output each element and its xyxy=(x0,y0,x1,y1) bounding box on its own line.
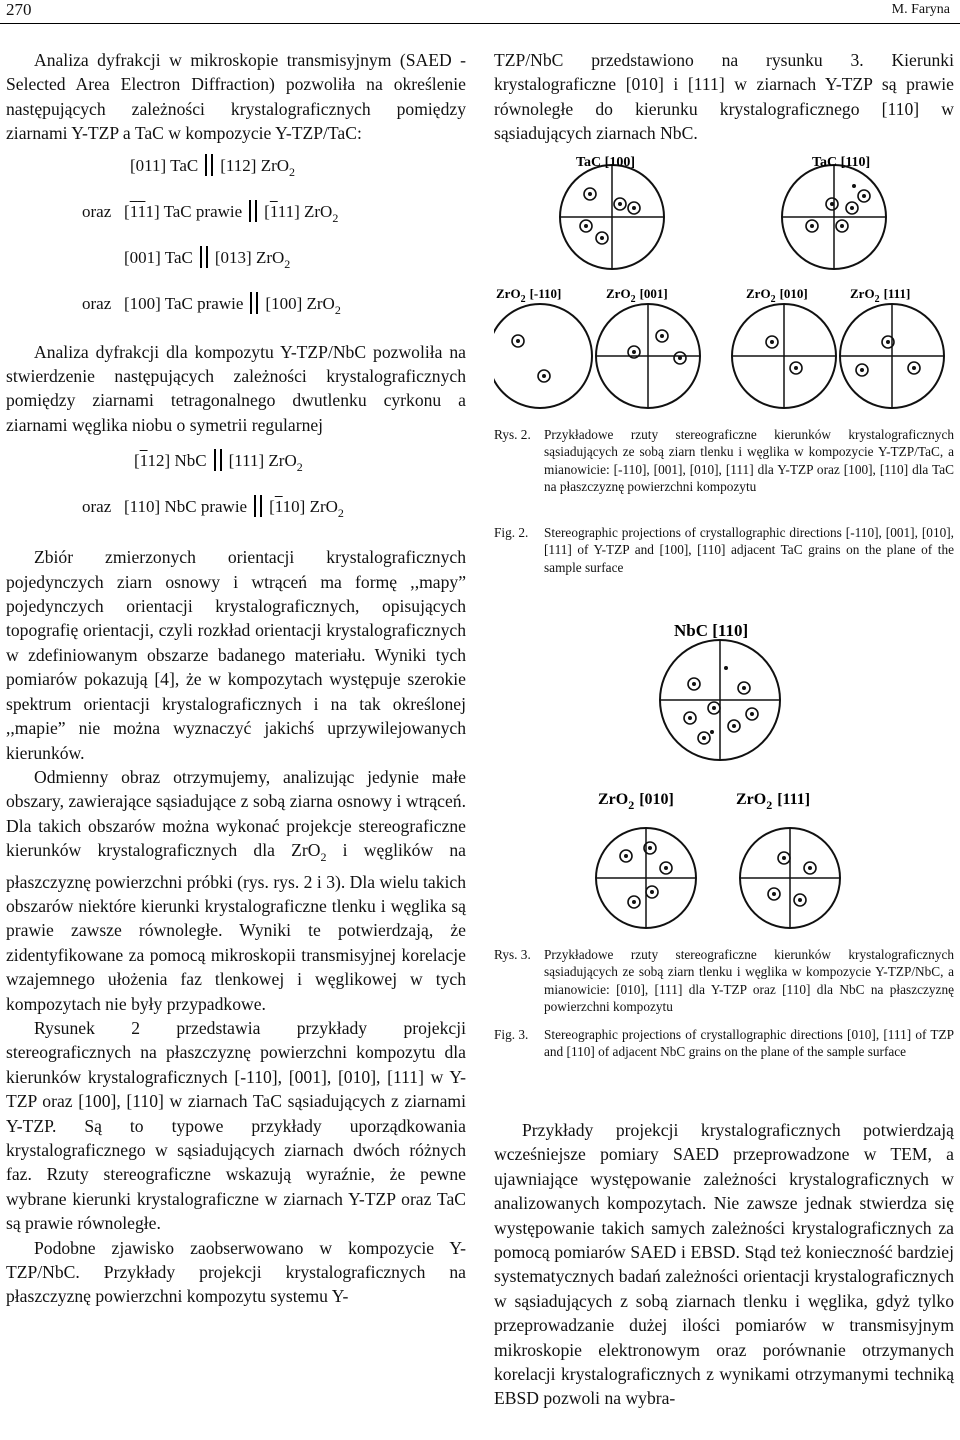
figure-2-caption-pl: Rys. 2. Przykładowe rzuty stereograficzne kierunków krystalograficznych sąsiadujących ze sobą ziarn tlenku i węglika w kompozycie Y-TZP/TaC, a mianowicie: [-110], [001], [010], [111] dla Y-TZP oraz [100], [110] dla TaC na płaszczyznę powierzchni kompozytu xyxy=(494,427,954,494)
paragraph-orientation-map: Zbiór zmierzonych orientacji krystalograficznych pojedynczych ziarn osnowy i wtrąceń ma formę ,,mapy” pojedynczych orientacji krystalograficznych, opisujących topografię orientacji, czyli rozkład orientacji krystalograficznych w zdefiniowanym obszarze badanego materiału. Wyniki tych pomiarów pokazują [4], że w kompozytach występuje szerokie spektrum orientacji krystalograficznych i na tak określonej ,,mapie” nie można wyznaczyć jakichś uprzywilejowanych kierunków. xyxy=(6,547,466,763)
figure-3-caption-en: Fig. 3. Stereographic projections of crystallographic directions [010], [111] of TZP and [110] of adjacent NbC grains on the plane of the sample surface xyxy=(494,1027,954,1060)
label-zro2-010: ZrO$_2$ [010] xyxy=(746,286,808,305)
paragraph-saed-nbc: Analiza dyfrakcji dla kompozytu Y-TZP/NbC pozwoliła na stwierdzenie następujących zależności krystalograficznych pomiędzy ziarnami tetragonalnego dwutlenku cyrkonu a ziarnami węglika niobu o symetrii regularnej xyxy=(6,341,466,435)
relation-2: oraz [111] TaC prawie [111] ZrO$_2$ xyxy=(82,201,339,225)
page-number: 270 xyxy=(6,0,32,19)
page-header xyxy=(0,0,960,26)
paragraph-nbc-observation: Podobne zjawisko zaobserwowano w kompozycie Y-TZP/NbC. Przykłady projekcji krystalograficznych na płaszczyznę powierzchni kompozytu systemu Y- xyxy=(6,1237,466,1307)
paragraph-nbc-directions: TZP/NbC przedstawiono na rysunku 3. Kierunki krystalograficzne [010] i [111] w ziarnach Y-TZP są prawie równoległe do kierunku krystalograficznego [110] w sąsiadujących ziarnach NbC. xyxy=(494,50,954,144)
relation-1: [011] TaC [112] ZrO$_2$ xyxy=(130,155,296,179)
right-column-intro xyxy=(494,48,954,146)
left-column xyxy=(6,48,466,1309)
paragraph-small-areas: Odmienny obraz otrzymujemy, analizując jedynie małe obszary, zawierające sąsiadujące z sobą ziarna osnowy i wtrąceń. Dla takich obszarów można wykonać projekcje stereograficzne kierunków krystalograficznych dla ZrO$_2$ i węglików na płaszczyznę powierzchni próbki (rys. rys. 2 i 3). Dla wielu takich obszarów niektóre kierunki krystalograficzne tlenku i węglika są prawie zawsze równoległe. Wyniki te potwierdzają, że zidentyfikowane za pomocą mikroskopii transmisyjnej korelacje wzajemnego ułożenia faz tlenkowej i węglikowej w tych kompozytach nie były przypadkowe. xyxy=(6,766,466,1014)
label-zro2-111: ZrO$_2$ [111] xyxy=(850,286,911,305)
equations-tac xyxy=(6,146,466,374)
paragraph-conclusion: Przykłady projekcji krystalograficznych potwierdzają wcześniejsze pomiary SAED przeprowadzone w TEM, a ujawniające występowanie zależności krystalograficznych w analizowanych kompozytach. Nie zawsze jednak stwierdza się występowanie takich samych zależności krystalograficznych za pomocą pomiarów SAED i EBSD. Stąd też konieczność bardziej systematycznych badań zależności orientacji krystalograficznych w sąsiadujących z sobą ziarnach tlenku i węglika, gdyż tylko przeprowadzanie dużej ilości pomiarów w transmisyjnym mikroskopie elektronowym oraz porównanie otrzymanych korelacji krystalograficznych z wynikami otrzymanymi techniką EBSD pozwoli na wybra- xyxy=(494,1120,954,1409)
right-column-conclusion xyxy=(494,1118,954,1411)
relation-4: oraz [100] TaC prawie [100] ZrO$_2$ xyxy=(82,293,341,317)
label-nbc-110: NbC [110] xyxy=(674,621,749,640)
relation-6: oraz [110] NbC prawie [110] ZrO$_2$ xyxy=(82,497,344,521)
figure-3-caption-pl: Rys. 3. Przykładowe rzuty stereograficzne kierunków krystalograficznych sąsiadujących ze sobą ziarn tlenku i węglika w kompozycie Y-TZP/NbC, a mianowicie: [010], [111] dla Y-TZP oraz [110] dla NbC na płaszczyznę powierzchni kompozytu xyxy=(494,947,954,1014)
zro2-m110-projection xyxy=(494,304,592,408)
paragraph-saed-tac: Analiza dyfrakcji w mikroskopie transmisyjnym (SAED - Selected Area Electron Diffraction) pozwoliła na określenie następujących zależności krystalograficznych pomiędzy ziarnami Y-TZP a TaC w kompozycie Y-TZP/TaC: xyxy=(6,50,466,144)
figure-2-stereographic-projections xyxy=(494,146,954,418)
label-tac-100: TaC [100] xyxy=(576,155,635,170)
label-zro2-111-fig3: ZrO$_2$ [111] xyxy=(736,791,811,812)
label-tac-110: TaC [110] xyxy=(812,155,871,170)
figure-3-stereographic-projections xyxy=(594,618,854,932)
figure-2-caption-en: Fig. 2. Stereographic projections of crystallographic directions [-110], [001], [010], [111] of Y-TZP and [100], [110] adjacent TaC grains on the plane of the sample surface xyxy=(494,525,954,575)
running-author: M. Faryna xyxy=(891,2,950,17)
paragraph-figure-2-description: Rysunek 2 przedstawia przykłady projekcji stereograficznych na płaszczyznę powierzchni kompozytu dla kierunków krystalograficznych [-110], [001], [010], [111] w Y-TZP oraz [100], [110] w ziarnach TaC sąsiadujących z ziarnami Y-TZP. Są to typowe przykłady uporządkowania krystalograficznego w sąsiadujących ziarnach dwóch różnych faz. Rzuty stereograficzne wskazują wyraźnie, że pewne wybrane kierunki krystalograficzne w ziarnach Y-TZP oraz TaC są prawie równoległe. xyxy=(6,1017,466,1234)
header-rule xyxy=(0,23,960,24)
relation-5: [112] NbC [111] ZrO$_2$ xyxy=(134,451,303,475)
label-zro2-001: ZrO$_2$ [001] xyxy=(606,286,668,305)
label-zro2-010-fig3: ZrO$_2$ [010] xyxy=(598,791,674,812)
relation-3: [001] TaC [013] ZrO$_2$ xyxy=(124,247,291,271)
label-zro2-m110: ZrO$_2$ [-110] xyxy=(496,286,562,305)
equations-nbc xyxy=(6,437,466,549)
